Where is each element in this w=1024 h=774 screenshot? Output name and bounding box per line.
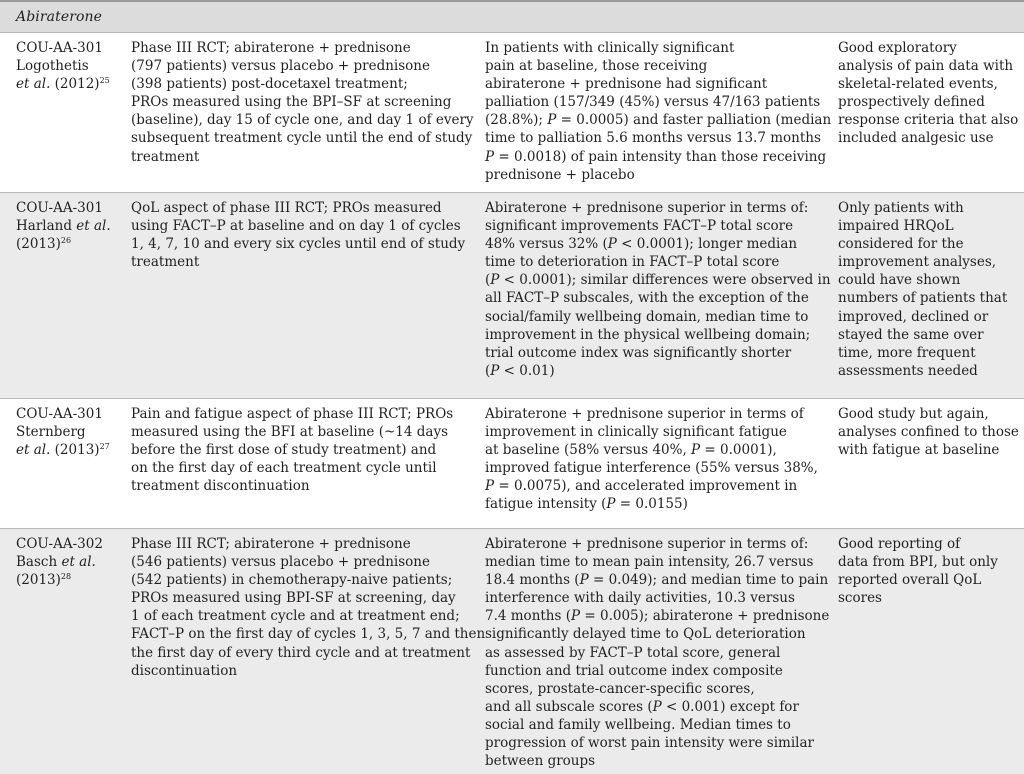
outcome-line: and all subscale scores (P < 0.001) except for [485,698,799,715]
comment-cell [838,535,1018,607]
comment-line: analysis of pain data with [838,58,1014,75]
comment-line: Good study but again, [838,406,989,422]
outcome-cell [485,405,820,514]
design-cell [131,39,474,166]
outcome-line: 7.4 months (P = 0.005); abiraterone + prednisone [485,608,830,625]
design-line: Pain and fatigue aspect of phase III RCT; PROs [131,406,454,422]
study-cell [16,39,124,93]
comment-line: numbers of patients that [838,290,1008,307]
comment-line: could have shown [838,272,961,289]
design-line: 1, 4, 7, 10 and every six cycles until end of study [131,236,466,253]
outcome-line: social and family wellbeing. Median times to [485,716,791,733]
comment-line: assessments needed [838,362,978,379]
design-line: 1 of each treatment cycle and at treatment end; [131,608,460,625]
study-cell [16,535,124,589]
comment-line: analyses confined to those [838,424,1019,441]
design-line: (546 patients) versus placebo + prednisone [131,554,430,571]
outcome-cell [485,39,832,184]
comment-line: reported overall QoL [838,572,982,589]
study-cell [16,405,124,459]
outcome-line: between groups [485,753,596,770]
design-line: on the first day of each treatment cycle until [131,460,437,477]
design-line: FACT–P on the first day of cycles 1, 3, 5, 7 and then [131,626,486,643]
study-line: COU-AA-302 [16,536,103,552]
study-line: COU-AA-301 [16,40,103,56]
outcome-line: Abiraterone + prednisone superior in terms of [485,406,804,422]
comment-line: Good reporting of [838,536,961,552]
design-line: discontinuation [131,662,238,679]
design-line: PROs measured using BPI-SF at screening, day [131,590,456,607]
design-cell [131,535,486,680]
outcome-line: trial outcome index was significantly shorter [485,344,792,361]
comment-line: included analgesic use [838,130,994,147]
outcome-line: In patients with clinically significant [485,40,735,56]
comment-line: scores [838,590,882,607]
outcome-line: improvement in the physical wellbeing domain; [485,326,811,343]
study-line: $(2013)^{26}$ [16,236,72,253]
table-row [0,398,1024,528]
design-line: (797 patients) versus placebo + prednisone [131,58,430,75]
outcome-line: (P < 0.01) [485,362,555,379]
comment-line: considered for the [838,236,964,253]
outcome-line: time to deterioration in FACT–P total score [485,254,780,271]
comment-line: data from BPI, but only [838,554,998,571]
study-line: Logothetis [16,58,89,75]
design-line: (398 patients) post-docetaxel treatment; [131,76,408,93]
outcome-line: all FACT–P subscales, with the exception of the [485,290,809,307]
outcome-line: scores, prostate-cancer-specific scores, [485,680,755,697]
study-cell [16,199,124,253]
outcome-line: (28.8%); P = 0.0005) and faster palliation (median [485,112,832,129]
comment-line: Only patients with [838,200,964,216]
outcome-line: Abiraterone + prednisone superior in terms of: [485,200,809,216]
study-line: $(2013)^{28}$ [16,572,72,589]
comment-line: improvement analyses, [838,254,997,271]
comment-line: improved, declined or [838,308,989,325]
design-cell [131,199,471,271]
design-line: using FACT–P at baseline and on day 1 of cycles [131,218,461,235]
design-cell [131,405,471,495]
comment-line: time, more frequent [838,344,976,361]
design-line: (baseline), day 15 of cycle one, and day 1 of every [131,112,474,129]
section-header [0,0,1024,32]
outcome-line: 18.4 months (P = 0.049); and median time to pain [485,572,829,589]
outcome-line: significantly delayed time to QoL deterioration [485,626,806,643]
outcome-line: palliation (157/349 (45%) versus 47/163 patients [485,94,821,111]
outcome-line: improved fatigue interference (55% versus 38%, [485,460,818,477]
outcome-line: pain at baseline, those receiving [485,58,708,75]
study-line: Basch et al. [16,554,96,571]
section-title: Abiraterone [16,9,103,25]
comment-line: response criteria that also [838,112,1019,129]
outcome-cell [485,199,831,380]
design-line: before the first dose of study treatment) and [131,442,437,459]
design-line: PROs measured using the BPI–SF at screening [131,94,452,111]
study-line: et al. $(2012)^{25}$ [16,76,110,93]
outcome-line: (P < 0.0001); similar differences were observed in [485,272,831,289]
outcome-line: P = 0.0075), and accelerated improvement in [485,478,798,495]
outcome-line: median time to mean pain intensity, 26.7 versus [485,554,814,571]
outcome-line: interference with daily activities, 10.3 versus [485,590,795,607]
comment-line: Good exploratory [838,40,957,56]
outcome-line: as assessed by FACT–P total score, general [485,644,781,661]
table-row [0,32,1024,192]
design-line: Phase III RCT; abiraterone + prednisone [131,536,411,552]
study-line: et al. $(2013)^{27}$ [16,442,110,459]
outcome-line: abiraterone + prednisone had significant [485,76,768,93]
outcome-line: Abiraterone + prednisone superior in terms of: [485,536,809,552]
outcome-line: P = 0.0018) of pain intensity than those receiving [485,148,827,165]
table-row [0,528,1024,774]
outcome-line: significant improvements FACT–P total score [485,218,794,235]
outcome-line: at baseline (58% versus 40%, P = 0.0001), [485,442,777,459]
study-line: Harland et al. [16,218,111,235]
outcome-line: fatigue intensity (P = 0.0155) [485,496,688,513]
design-line: treatment [131,148,200,165]
study-line: COU-AA-301 [16,406,103,422]
design-line: Phase III RCT; abiraterone + prednisone [131,40,411,56]
study-line: COU-AA-301 [16,200,103,216]
design-line: treatment [131,254,200,271]
design-line: the first day of every third cycle and at treatment [131,644,471,661]
comment-cell [838,405,1018,459]
comment-cell [838,39,1018,148]
study-line: Sternberg [16,424,86,441]
comment-line: impaired HRQoL [838,218,954,235]
design-line: (542 patients) in chemotherapy-naive patients; [131,572,453,589]
outcome-line: improvement in clinically significant fatigue [485,424,787,441]
outcome-line: progression of worst pain intensity were similar [485,735,814,752]
outcome-cell [485,535,830,770]
comment-line: prospectively defined [838,94,985,111]
comment-line: with fatigue at baseline [838,442,1000,459]
design-line: treatment discontinuation [131,478,310,495]
outcome-line: social/family wellbeing domain, median time to [485,308,809,325]
outcome-line: time to palliation 5.6 months versus 13.7 months [485,130,821,147]
table-row [0,192,1024,398]
outcome-line: prednisone + placebo [485,166,635,183]
design-line: QoL aspect of phase III RCT; PROs measured [131,200,442,216]
comment-cell [838,199,1018,380]
outcome-line: 48% versus 32% (P < 0.0001); longer median [485,236,798,253]
outcome-line: function and trial outcome index composite [485,662,783,679]
design-line: measured using the BFI at baseline (~14 days [131,424,448,441]
comment-line: skeletal-related events, [838,76,998,93]
comment-line: stayed the same over [838,326,984,343]
design-line: subsequent treatment cycle until the end of study [131,130,473,147]
